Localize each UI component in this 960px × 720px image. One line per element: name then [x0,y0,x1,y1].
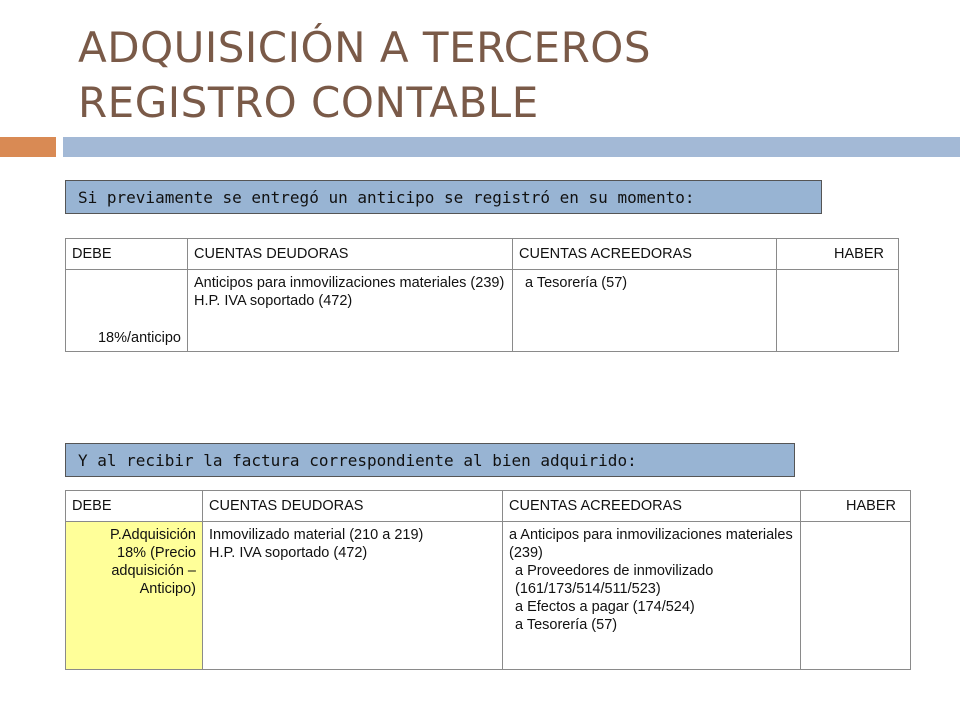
ledger-table-factura [65,490,911,670]
header-cuentas-deudoras: CUENTAS DEUDORAS [188,239,513,270]
acreedora-line: a Efectos a pagar (174/524) [515,599,695,615]
acreedora-line: a Proveedores de inmovilizado (161/173/514/511/523) [515,563,714,597]
ledger-table-anticipo [65,238,899,352]
cell-debe: 18%/anticipo [66,270,188,352]
acreedora-line: a Tesorería (57) [515,617,618,633]
deudora-line: Inmovilizado material (210 a 219) [209,527,424,543]
note-anticipo: Si previamente se entregó un anticipo se registró en su momento: [65,180,822,214]
deudora-line: H.P. IVA soportado (472) [209,545,368,561]
header-cuentas-acreedoras: CUENTAS ACREEDORAS [513,239,777,270]
header-debe: DEBE [66,239,188,270]
cell-deudoras [203,522,503,670]
table-row [66,270,899,352]
accent-bar-orange [0,137,56,157]
acreedora-line: a Anticipos para inmovilizaciones materiales (239) [509,527,793,561]
header-debe: DEBE [66,491,203,522]
title-line-2: REGISTRO CONTABLE [78,78,539,127]
deudora-line: Anticipos para inmovilizaciones materiales (239) [194,275,505,291]
debe-line: 18% (Precio adquisición – Anticipo) [111,545,196,597]
note-factura: Y al recibir la factura correspondiente al bien adquirido: [65,443,795,477]
table-row [66,522,911,670]
accent-bar-blue [63,137,960,157]
cell-acreedoras [513,270,777,352]
header-cuentas-deudoras: CUENTAS DEUDORAS [203,491,503,522]
cell-debe [66,522,203,670]
table-header-row [66,491,911,522]
deudora-line: H.P. IVA soportado (472) [194,293,353,309]
header-haber: HABER [777,239,899,270]
table-header-row [66,239,899,270]
slide-title [78,20,938,130]
debe-line: P.Adquisición [110,527,196,543]
cell-acreedoras [503,522,801,670]
cell-haber [801,522,911,670]
header-haber: HABER [801,491,911,522]
header-cuentas-acreedoras: CUENTAS ACREEDORAS [503,491,801,522]
acreedora-line: a Tesorería (57) [525,275,628,291]
cell-deudoras [188,270,513,352]
cell-haber [777,270,899,352]
title-line-1: ADQUISICIÓN A TERCEROS [78,23,651,72]
